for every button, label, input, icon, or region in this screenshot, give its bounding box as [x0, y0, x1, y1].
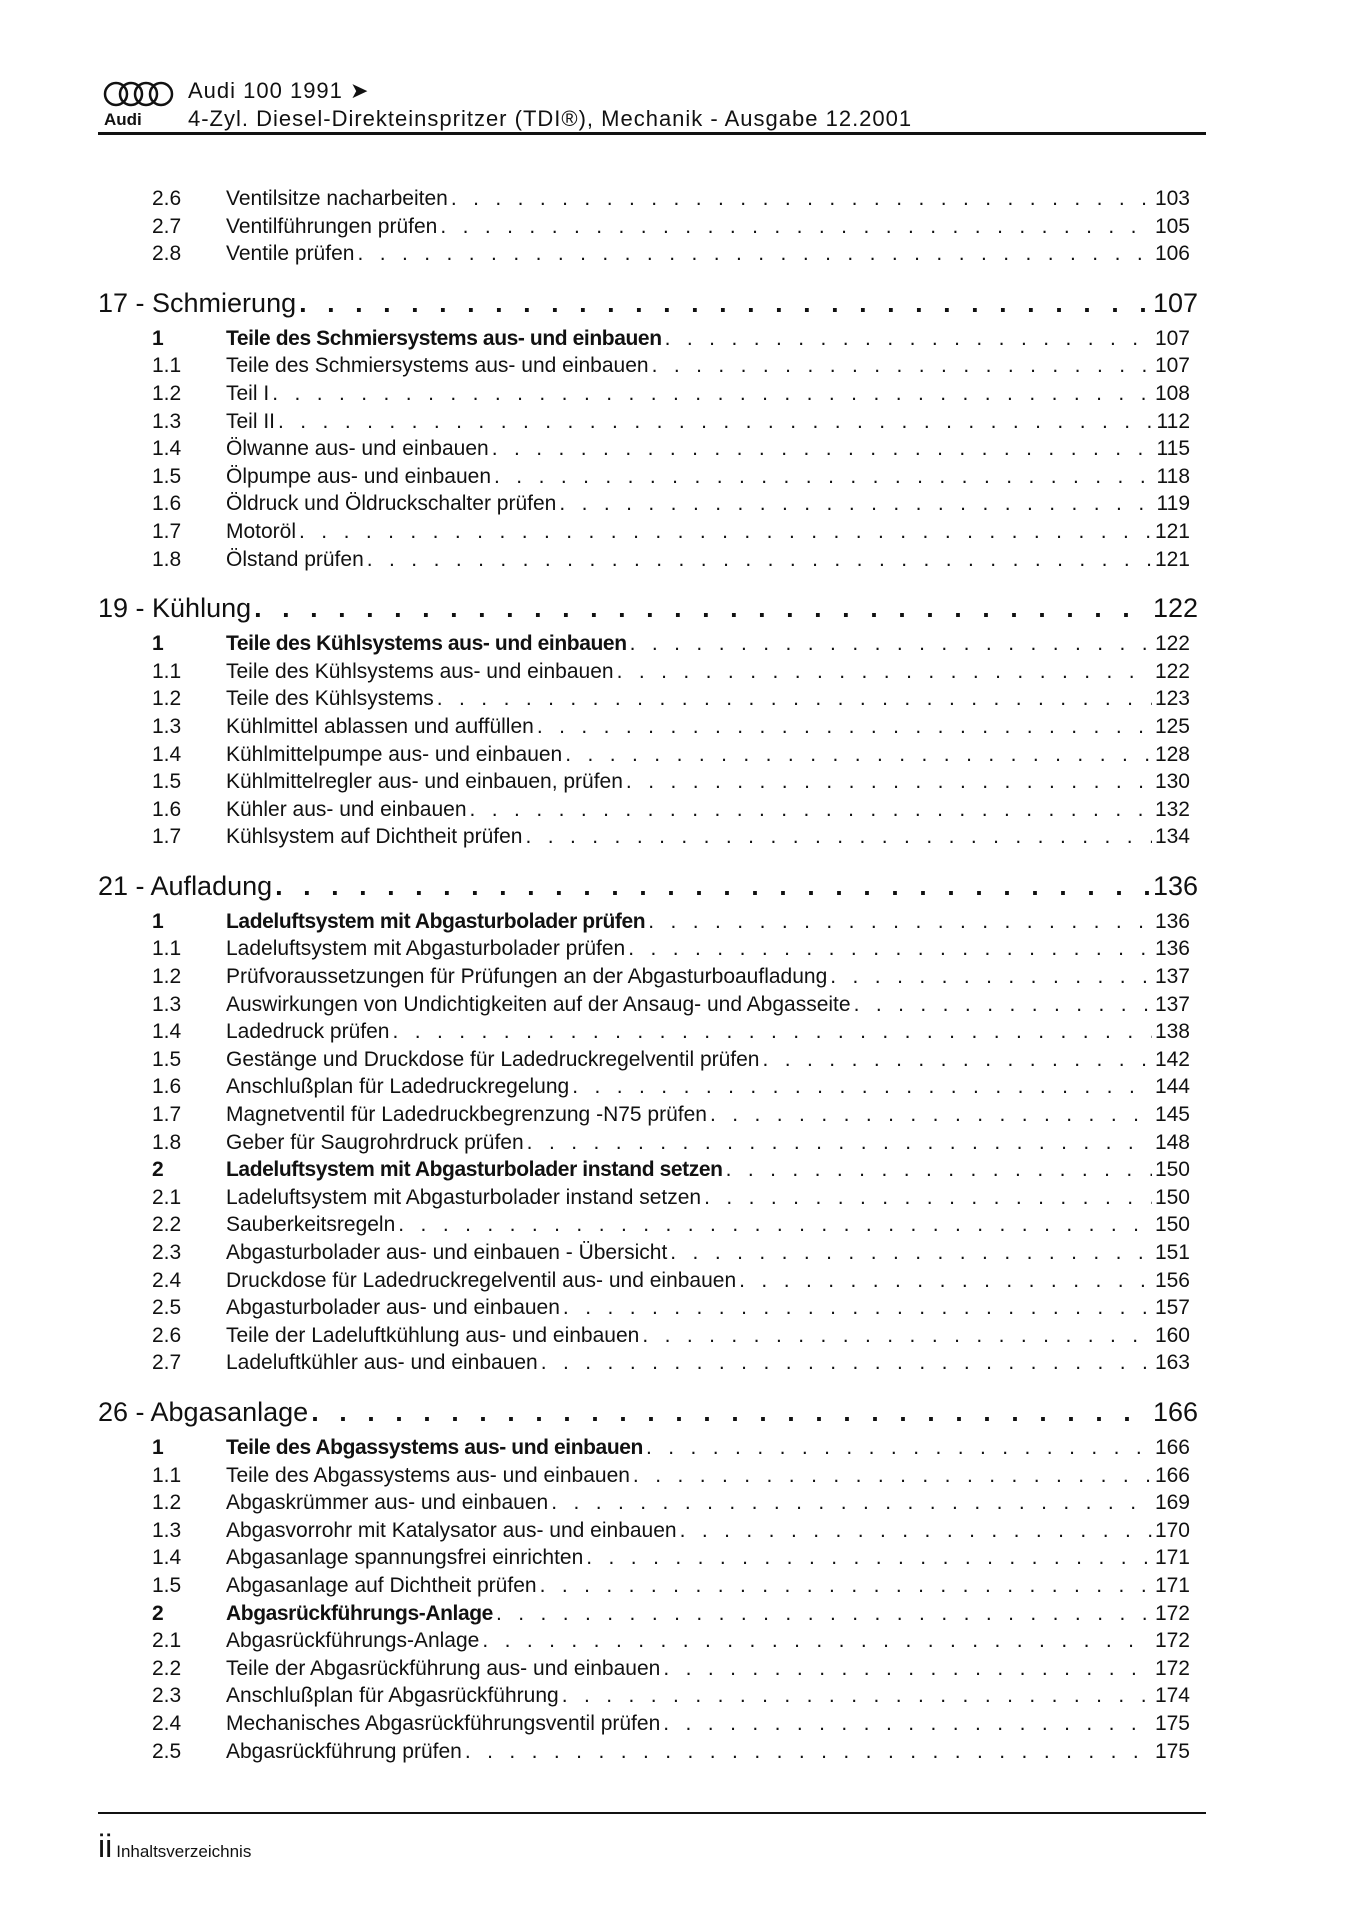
- toc-entry[interactable]: [98, 1211, 1198, 1239]
- entry-number: 1.1: [152, 659, 182, 683]
- toc-entry[interactable]: [98, 213, 1198, 241]
- dot-leader: [470, 796, 1152, 824]
- page-ref: 150: [1154, 1213, 1190, 1237]
- entry-title: Druckdose für Ladedruckregelventil aus- und einbauen: [226, 1268, 737, 1292]
- page-number: ii: [98, 1828, 113, 1864]
- entry-title: Sauberkeitsregeln: [226, 1213, 396, 1237]
- toc-chapter[interactable]: [98, 286, 1198, 321]
- toc-entry[interactable]: [98, 380, 1198, 408]
- page-ref: 166: [1152, 1396, 1198, 1427]
- entry-title: Teile des Abgassystems aus- und einbauen: [226, 1463, 630, 1487]
- toc-entry[interactable]: [98, 185, 1198, 213]
- entry-number: 1.8: [152, 547, 182, 571]
- entry-title: Teile des Schmiersystems aus- und einbauen: [226, 354, 649, 378]
- dot-leader: [710, 1101, 1152, 1129]
- entry-number: 2.2: [152, 1656, 182, 1680]
- toc-entry[interactable]: [98, 741, 1198, 769]
- table-of-contents: [98, 185, 1198, 1765]
- entry-number: 1: [152, 632, 164, 656]
- dot-leader: [551, 1489, 1152, 1517]
- entry-number: 1: [152, 326, 164, 350]
- entry-title: Teil II: [226, 409, 276, 433]
- footer-divider: [98, 1812, 1206, 1814]
- entry-number: 1.7: [152, 825, 182, 849]
- page-ref: 119: [1156, 492, 1190, 516]
- toc-section[interactable]: [98, 325, 1198, 353]
- page-ref: 172: [1154, 1601, 1190, 1625]
- page-ref: 122: [1152, 593, 1198, 624]
- entry-number: 2.4: [152, 1711, 182, 1735]
- entry-title: Teile des Schmiersystems aus- und einbauen: [226, 326, 662, 350]
- entry-number: 1.6: [152, 797, 182, 821]
- entry-title: Motoröl: [226, 519, 297, 543]
- page-ref: 112: [1156, 409, 1190, 433]
- dot-leader: [527, 1129, 1152, 1157]
- page-ref: 134: [1154, 825, 1190, 849]
- dot-leader: [663, 1710, 1152, 1738]
- page-ref: 122: [1154, 659, 1190, 683]
- audi-rings-logo: [102, 80, 176, 108]
- toc-entry[interactable]: [98, 1073, 1198, 1101]
- page-ref: 137: [1154, 965, 1190, 989]
- page-ref: 172: [1154, 1629, 1190, 1653]
- dot-leader: [254, 591, 1150, 626]
- toc-entry[interactable]: [98, 963, 1198, 991]
- entry-title: Abgasturbolader aus- und einbauen - Übersicht: [226, 1241, 668, 1264]
- page-ref: 107: [1154, 326, 1190, 350]
- entry-number: 2.7: [152, 214, 182, 238]
- entry-number: 2.6: [152, 187, 182, 210]
- page-ref: 137: [1154, 992, 1190, 1016]
- toc-entry[interactable]: [98, 408, 1198, 436]
- entry-number: 2.1: [152, 1185, 182, 1209]
- toc-entry[interactable]: [98, 1184, 1198, 1212]
- entry-title: Teile des Kühlsystems: [226, 687, 434, 711]
- page-ref: 171: [1154, 1546, 1190, 1570]
- entry-number: 1.1: [152, 937, 182, 961]
- entry-number: 1.3: [152, 409, 182, 433]
- page-ref: 144: [1154, 1075, 1190, 1099]
- toc-entry[interactable]: [98, 1322, 1198, 1350]
- page-ref: 174: [1154, 1684, 1190, 1708]
- dot-leader: [663, 1655, 1152, 1683]
- entry-number: 2.6: [152, 1323, 182, 1347]
- entry-title: Abgasanlage spannungsfrei einrichten: [226, 1546, 584, 1570]
- dot-leader: [572, 1073, 1152, 1101]
- dot-leader: [739, 1267, 1152, 1295]
- entry-title: Ladeluftsystem mit Abgasturbolader prüfen: [226, 937, 626, 961]
- dot-leader: [630, 630, 1152, 658]
- dot-leader: [704, 1184, 1152, 1212]
- entry-title: Abgasanlage auf Dichtheit prüfen: [226, 1573, 537, 1597]
- footer-label: Inhaltsverzeichnis: [116, 1842, 252, 1861]
- page-ref: 169: [1154, 1491, 1190, 1515]
- page-ref: 136: [1154, 909, 1190, 933]
- chapter-title: 26 - Abgasanlage: [98, 1396, 309, 1427]
- entry-number: 1.2: [152, 381, 182, 405]
- toc-entry[interactable]: [98, 1544, 1198, 1572]
- dot-leader: [437, 685, 1152, 713]
- entry-number: 1.4: [152, 1020, 182, 1044]
- dot-leader: [648, 908, 1152, 936]
- entry-number: 1.2: [152, 965, 182, 989]
- toc-entry[interactable]: [98, 713, 1198, 741]
- page-ref: 122: [1154, 632, 1190, 656]
- header-divider: [98, 132, 1206, 135]
- page-ref: 171: [1154, 1573, 1190, 1597]
- page-ref: 166: [1154, 1435, 1190, 1459]
- dot-leader: [496, 1600, 1152, 1628]
- page-ref: 156: [1154, 1268, 1190, 1292]
- page-ref: 172: [1154, 1656, 1190, 1680]
- toc-entry[interactable]: [98, 1046, 1198, 1074]
- page-ref: 115: [1156, 437, 1190, 461]
- entry-title: Teile des Abgassystems aus- und einbauen: [226, 1435, 643, 1459]
- dot-leader: [559, 490, 1153, 518]
- page-ref: 105: [1154, 214, 1190, 238]
- entry-title: Ventilsitze nacharbeiten: [226, 187, 448, 210]
- page-ref: 128: [1154, 742, 1190, 766]
- audi-brand-logo: Audi: [104, 110, 142, 129]
- entry-title: Ladeluftkühler aus- und einbauen: [226, 1351, 538, 1375]
- page-ref: 150: [1154, 1185, 1190, 1209]
- entry-number: 2.8: [152, 242, 182, 266]
- entry-title: Ölwanne aus- und einbauen: [226, 437, 489, 461]
- entry-number: 1.3: [152, 1518, 182, 1542]
- entry-title: Teile der Abgasrückführung aus- und einbauen: [226, 1656, 661, 1680]
- entry-title: Kühlmittelregler aus- und einbauen, prüfen: [226, 770, 623, 794]
- dot-leader: [278, 408, 1154, 436]
- dot-leader: [398, 1211, 1152, 1239]
- entry-title: Ölpumpe aus- und einbauen: [226, 464, 492, 488]
- entry-title: Abgasvorrohr mit Katalysator aus- und einbauen: [226, 1518, 677, 1542]
- toc-entry[interactable]: [98, 546, 1198, 574]
- dot-leader: [525, 823, 1151, 851]
- entry-number: 1.4: [152, 437, 182, 461]
- dot-leader: [465, 1738, 1152, 1766]
- toc-entry[interactable]: [98, 658, 1198, 686]
- toc-chapter[interactable]: [98, 1395, 1198, 1430]
- entry-number: 1.1: [152, 1463, 182, 1487]
- toc-entry[interactable]: [98, 991, 1198, 1019]
- entry-title: Ölstand prüfen: [226, 547, 364, 571]
- entry-title: Teil I: [226, 381, 270, 405]
- toc-entry[interactable]: [98, 796, 1198, 824]
- entry-title: Anschlußplan für Abgasrückführung: [226, 1684, 559, 1708]
- entry-title: Teile der Ladeluftkühlung aus- und einbauen: [226, 1323, 640, 1347]
- entry-title: Teile des Kühlsystems aus- und einbauen: [226, 632, 627, 656]
- page-ref: 136: [1154, 937, 1190, 961]
- toc-chapter[interactable]: [98, 869, 1198, 904]
- page-ref: 166: [1154, 1463, 1190, 1487]
- chapter-title: 19 - Kühlung: [98, 593, 252, 624]
- toc-entry[interactable]: [98, 1267, 1198, 1295]
- toc-entry[interactable]: [98, 935, 1198, 963]
- entry-number: 2.5: [152, 1296, 182, 1320]
- page-ref: 138: [1154, 1020, 1190, 1044]
- page-ref: 121: [1154, 547, 1190, 571]
- page-ref: 121: [1154, 519, 1190, 543]
- page-ref: 108: [1154, 381, 1190, 405]
- entry-number: 2: [152, 1601, 164, 1625]
- entry-number: 1.6: [152, 1075, 182, 1099]
- toc-entry[interactable]: [98, 1462, 1198, 1490]
- toc-entry[interactable]: [98, 352, 1198, 380]
- dot-leader: [763, 1046, 1152, 1074]
- entry-title: Abgaskrümmer aus- und einbauen: [226, 1491, 549, 1515]
- entry-number: 2.7: [152, 1351, 182, 1375]
- dot-leader: [562, 1682, 1152, 1710]
- entry-number: 1.5: [152, 464, 182, 488]
- toc-entry[interactable]: [98, 768, 1198, 796]
- dot-leader: [665, 325, 1152, 353]
- entry-number: 1.2: [152, 1491, 182, 1515]
- toc-entry[interactable]: [98, 1489, 1198, 1517]
- toc-section[interactable]: [98, 630, 1198, 658]
- entry-number: 2.3: [152, 1684, 182, 1708]
- page-ref: 142: [1154, 1047, 1190, 1071]
- dot-leader: [680, 1517, 1152, 1545]
- page-ref: 132: [1154, 797, 1190, 821]
- page-ref: 150: [1154, 1158, 1190, 1182]
- dot-leader: [633, 1462, 1152, 1490]
- dot-leader: [563, 1294, 1152, 1322]
- page-ref: 145: [1154, 1103, 1190, 1127]
- dot-leader: [646, 1434, 1152, 1462]
- entry-title: Kühlsystem auf Dichtheit prüfen: [226, 825, 523, 849]
- dot-leader: [311, 1395, 1150, 1430]
- dot-leader: [392, 1018, 1152, 1046]
- page-ref: 157: [1154, 1296, 1190, 1320]
- page-ref: 170: [1154, 1518, 1190, 1542]
- dot-leader: [451, 185, 1152, 213]
- page-ref: 136: [1152, 870, 1198, 901]
- dot-leader: [830, 963, 1152, 991]
- entry-title: Ventilführungen prüfen: [226, 214, 438, 238]
- page-ref: 106: [1154, 242, 1190, 266]
- dot-leader: [626, 768, 1152, 796]
- entry-title: Magnetventil für Ladedruckbegrenzung -N75 prüfen: [226, 1103, 707, 1127]
- toc-entry[interactable]: [98, 1239, 1198, 1267]
- entry-title: Ventile prüfen: [226, 242, 355, 266]
- entry-number: 2.3: [152, 1241, 182, 1264]
- entry-title: Mechanisches Abgasrückführungsventil prüfen: [226, 1711, 661, 1735]
- entry-number: 1.4: [152, 1546, 182, 1570]
- entry-number: 1.4: [152, 742, 182, 766]
- toc-section[interactable]: [98, 1156, 1198, 1184]
- dot-leader: [492, 435, 1154, 463]
- dot-leader: [726, 1156, 1152, 1184]
- dot-leader: [670, 1239, 1152, 1267]
- entry-title: Abgasturbolader aus- und einbauen: [226, 1296, 560, 1320]
- entry-title: Kühler aus- und einbauen: [226, 797, 467, 821]
- chapter-title: 17 - Schmierung: [98, 287, 297, 318]
- dot-leader: [299, 286, 1150, 321]
- entry-title: Abgasrückführungs-Anlage: [226, 1629, 480, 1653]
- entry-number: 1.5: [152, 1047, 182, 1071]
- toc-entry[interactable]: [98, 1738, 1198, 1766]
- entry-title: Ladedruck prüfen: [226, 1020, 390, 1044]
- entry-number: 1.5: [152, 770, 182, 794]
- page-ref: 160: [1154, 1323, 1190, 1347]
- toc-entry[interactable]: [98, 240, 1198, 268]
- entry-number: 2: [152, 1158, 164, 1182]
- page-ref: 148: [1154, 1130, 1190, 1154]
- entry-number: 2.2: [152, 1213, 182, 1237]
- dot-leader: [628, 935, 1152, 963]
- toc-entry[interactable]: [98, 1627, 1198, 1655]
- dot-leader: [652, 352, 1152, 380]
- entry-title: Anschlußplan für Ladedruckregelung: [226, 1075, 570, 1099]
- toc-section[interactable]: [98, 1600, 1198, 1628]
- toc-entry[interactable]: [98, 1710, 1198, 1738]
- toc-entry[interactable]: [98, 435, 1198, 463]
- dot-leader: [540, 1572, 1152, 1600]
- dot-leader: [367, 546, 1152, 574]
- entry-number: 1.3: [152, 714, 182, 738]
- entry-title: Öldruck und Öldruckschalter prüfen: [226, 492, 557, 516]
- toc-entry[interactable]: [98, 1018, 1198, 1046]
- entry-number: 1.8: [152, 1130, 182, 1154]
- toc-section[interactable]: [98, 908, 1198, 936]
- page-ref: 175: [1154, 1711, 1190, 1735]
- entry-number: 1: [152, 909, 164, 933]
- toc-entry[interactable]: [98, 685, 1198, 713]
- page-ref: 123: [1154, 687, 1190, 711]
- dot-leader: [272, 380, 1152, 408]
- entry-number: 1.5: [152, 1573, 182, 1597]
- dot-leader: [537, 713, 1152, 741]
- entry-title: Prüfvoraussetzungen für Prüfungen an der Abgasturboaufladung: [226, 965, 828, 989]
- page-ref: 125: [1154, 714, 1190, 738]
- toc-entry[interactable]: [98, 490, 1198, 518]
- dot-leader: [586, 1544, 1152, 1572]
- dot-leader: [494, 463, 1153, 491]
- dot-leader: [565, 741, 1152, 769]
- toc-entry[interactable]: [98, 1294, 1198, 1322]
- dot-leader: [299, 518, 1152, 546]
- toc-entry[interactable]: [98, 518, 1198, 546]
- entry-title: Ladeluftsystem mit Abgasturbolader prüfen: [226, 909, 646, 933]
- entry-title: Abgasrückführungs-Anlage: [226, 1601, 493, 1625]
- page-ref: 163: [1154, 1351, 1190, 1375]
- entry-number: 2.4: [152, 1268, 182, 1292]
- page-ref: 118: [1156, 464, 1190, 488]
- document-subtitle: 4-Zyl. Diesel-Direkteinspritzer (TDI®), Mechanik - Ausgabe 12.2001: [188, 106, 913, 131]
- dot-leader: [357, 240, 1152, 268]
- toc-entry[interactable]: [98, 1572, 1198, 1600]
- dot-leader: [482, 1627, 1152, 1655]
- toc-entry[interactable]: [98, 1349, 1198, 1377]
- entry-number: 1.7: [152, 1103, 182, 1127]
- toc-entry[interactable]: [98, 823, 1198, 851]
- toc-entry[interactable]: [98, 1517, 1198, 1545]
- entry-title: Ladeluftsystem mit Abgasturbolader instand setzen: [226, 1158, 723, 1182]
- document-title: Audi 100 1991 ➤: [188, 78, 370, 103]
- dot-leader: [541, 1349, 1152, 1377]
- entry-number: 1.2: [152, 687, 182, 711]
- entry-number: 1.6: [152, 492, 182, 516]
- toc-entry[interactable]: [98, 463, 1198, 491]
- entry-number: 2.1: [152, 1629, 182, 1653]
- toc-chapter[interactable]: [98, 591, 1198, 626]
- entry-title: Teile des Kühlsystems aus- und einbauen: [226, 659, 614, 683]
- dot-leader: [617, 658, 1152, 686]
- page-ref: 151: [1154, 1241, 1190, 1264]
- entry-number: 1.7: [152, 519, 182, 543]
- toc-entry[interactable]: [98, 1682, 1198, 1710]
- toc-section[interactable]: [98, 1434, 1198, 1462]
- page-ref: 103: [1154, 187, 1190, 210]
- entry-title: Geber für Saugrohrdruck prüfen: [226, 1130, 524, 1154]
- entry-title: Auswirkungen von Undichtigkeiten auf der Ansaug- und Abgasseite: [226, 992, 851, 1016]
- dot-leader: [440, 213, 1152, 241]
- entry-number: 1.3: [152, 992, 182, 1016]
- chapter-title: 21 - Aufladung: [98, 870, 273, 901]
- entry-number: 2.5: [152, 1739, 182, 1763]
- page-ref: 107: [1152, 287, 1198, 318]
- dot-leader: [854, 991, 1152, 1019]
- entry-title: Ladeluftsystem mit Abgasturbolader instand setzen: [226, 1185, 702, 1209]
- entry-title: Gestänge und Druckdose für Ladedruckregelventil prüfen: [226, 1047, 760, 1071]
- page-ref: 107: [1154, 354, 1190, 378]
- page-ref: 175: [1154, 1739, 1190, 1763]
- page-footer: [98, 1828, 251, 1865]
- dot-leader: [275, 869, 1150, 904]
- entry-title: Kühlmittelpumpe aus- und einbauen: [226, 742, 563, 766]
- toc-entry[interactable]: [98, 1655, 1198, 1683]
- toc-entry[interactable]: [98, 1129, 1198, 1157]
- entry-title: Kühlmittel ablassen und auffüllen: [226, 714, 534, 738]
- entry-number: 1.1: [152, 354, 182, 378]
- entry-title: Abgasrückführung prüfen: [226, 1739, 462, 1763]
- page-ref: 130: [1154, 770, 1190, 794]
- entry-number: 1: [152, 1435, 164, 1459]
- dot-leader: [642, 1322, 1152, 1350]
- toc-entry[interactable]: [98, 1101, 1198, 1129]
